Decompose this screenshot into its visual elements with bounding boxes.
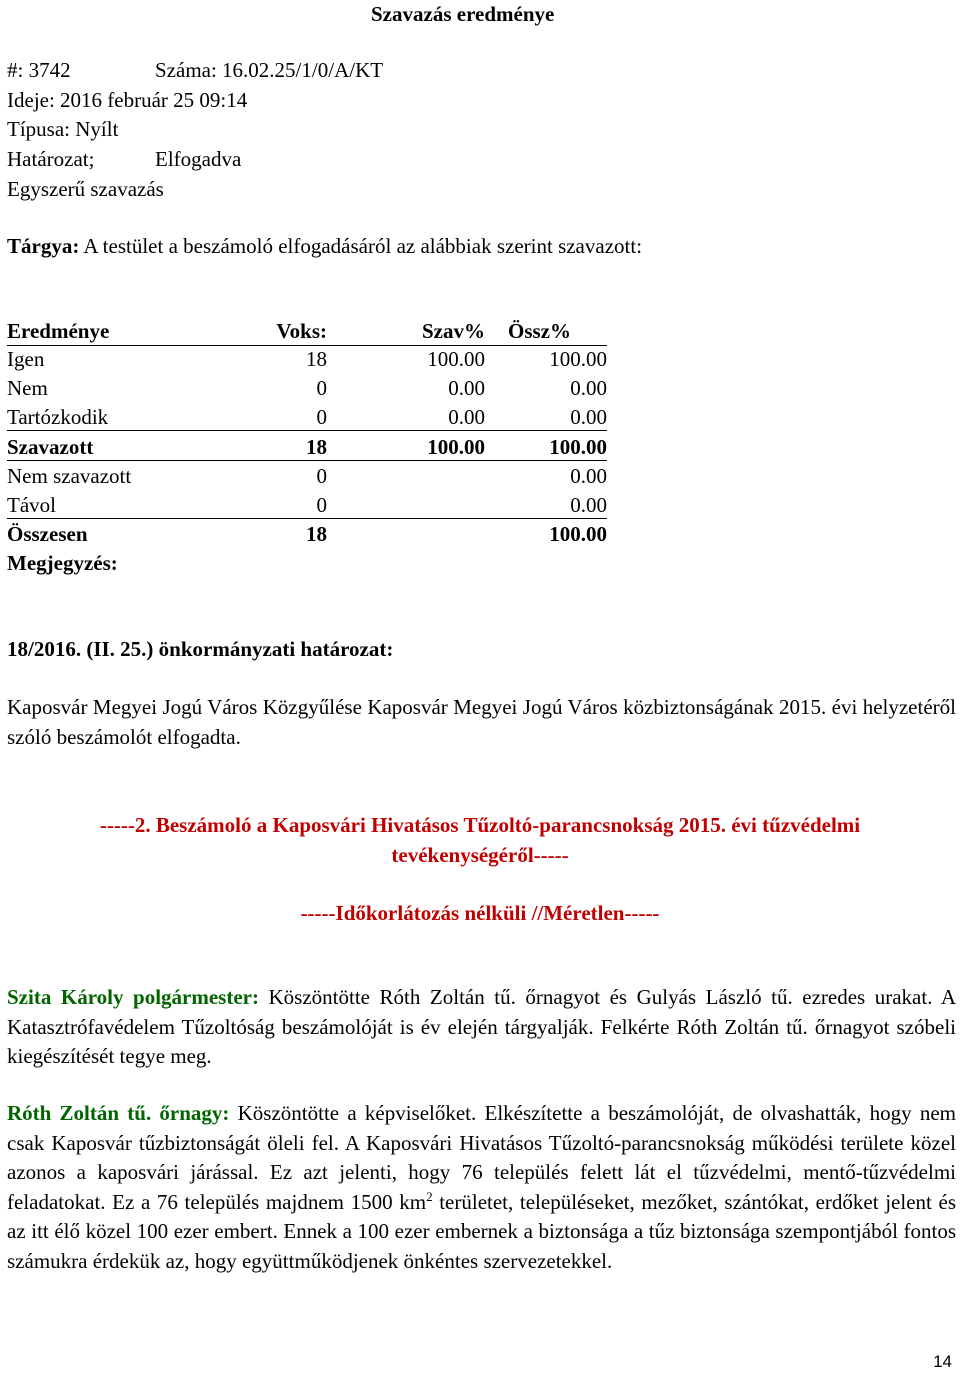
table-row <box>7 404 607 431</box>
speech <box>7 983 956 1072</box>
vote-number: Száma: 16.02.25/1/0/A/KT <box>155 58 384 82</box>
row-label: Összesen <box>7 522 88 546</box>
subject-text: A testület a beszámoló elfogadásáról az alábbiak szerint szavazott: <box>83 234 643 258</box>
decision-label: Határozat; <box>7 147 95 171</box>
table-row <box>7 521 607 549</box>
agenda-time-note: -----Időkorlátozás nélküli //Méretlen----- <box>300 901 660 925</box>
row-voks: 18 <box>306 522 327 546</box>
vote-id: #: 3742 <box>7 58 71 82</box>
row-szav: 0.00 <box>448 376 485 400</box>
row-label: Nem <box>7 376 48 400</box>
vote-date: Ideje: 2016 február 25 09:14 <box>7 88 248 112</box>
row-ossz: 100.00 <box>549 347 607 371</box>
col-header-voks: Voks: <box>276 319 327 343</box>
note-label: Megjegyzés: <box>7 551 118 575</box>
vote-table-header <box>7 318 607 346</box>
col-header-szav: Szav% <box>422 319 485 343</box>
table-row <box>7 375 607 403</box>
row-voks: 0 <box>316 376 327 400</box>
col-header-result: Eredménye <box>7 319 110 343</box>
table-row <box>7 492 607 519</box>
row-label: Nem szavazott <box>7 464 132 488</box>
row-voks: 0 <box>316 493 327 517</box>
speech <box>7 1099 956 1276</box>
row-ossz: 100.00 <box>549 435 607 459</box>
row-label: Tartózkodik <box>7 405 109 429</box>
row-szav: 100.00 <box>427 347 485 371</box>
row-label: Távol <box>7 493 56 517</box>
row-ossz: 0.00 <box>570 493 607 517</box>
row-ossz: 0.00 <box>570 405 607 429</box>
page-number: 14 <box>933 1352 952 1371</box>
row-voks: 0 <box>316 464 327 488</box>
agenda-item-line1: -----2. Beszámoló a Kaposvári Hivatásos Tűzoltó-parancsnokság 2015. évi tűzvédelmi <box>99 813 861 837</box>
table-row <box>7 434 607 461</box>
speech-text: Köszöntötte a képviselőket. Elkészítette a beszámolóját, de olvashatták, hogy nem csak Kaposvár tűzbiztonságát öleli fel. A Kaposvári Hivatásos Tűzoltó-parancsnokság működési területe közel azonos a kaposvári járással. Ez azt jelenti, hogy 76 település felett lát el tűzvédelmi, mentő-tűzvédelmi feladatokat. Ez a 76 település majdnem 1500 km <box>7 1101 956 1214</box>
vote-mode: Egyszerű szavazás <box>7 177 164 201</box>
subject <box>7 233 642 259</box>
row-label: Igen <box>7 347 45 371</box>
row-label: Szavazott <box>7 435 94 459</box>
col-header-ossz: Össz% <box>508 319 571 343</box>
row-szav: 100.00 <box>427 435 485 459</box>
agenda-item-title <box>0 810 960 870</box>
agenda-item-line2: tevékenységéről----- <box>391 843 569 867</box>
speech-text: Köszöntötte Róth Zoltán tű. őrnagyot és Gulyás László tű. ezredes urakat. A Katasztrófavédelem Tűzoltóság beszámolóját is év elején tárgyalják. Felkérte Róth Zoltán tű. őrnagyot szóbeli kiegészítését tegye meg. <box>7 985 957 1068</box>
resolution-title: 18/2016. (II. 25.) önkormányzati határozat: <box>7 637 394 661</box>
decision-value: Elfogadva <box>155 147 242 171</box>
superscript: 2 <box>426 1188 433 1204</box>
vote-type: Típusa: Nyílt <box>7 117 119 141</box>
speaker-name: Szita Károly polgármester: <box>7 985 259 1009</box>
row-ossz: 0.00 <box>570 376 607 400</box>
resolution-text: Kaposvár Megyei Jogú Város Közgyűlése Kaposvár Megyei Jogú Város közbiztonságának 2015. évi helyzetéről szóló beszámolót elfogadta. <box>7 695 956 749</box>
table-row <box>7 463 607 491</box>
subject-label: Tárgya: <box>7 234 80 258</box>
speaker-name: Róth Zoltán tű. őrnagy: <box>7 1101 230 1125</box>
page-title: Szavazás eredménye <box>371 2 555 26</box>
row-ossz: 0.00 <box>570 464 607 488</box>
row-voks: 18 <box>306 435 327 459</box>
row-voks: 18 <box>306 347 327 371</box>
row-ossz: 100.00 <box>549 522 607 546</box>
speech-text-cont: területet, településeket, mezőket, szántókat, erdőket jelent és az itt élő közel 100 ezer embert. Ennek a 100 ezer embernek a biztonsága a tűz biztonsága szempontjából fontos számukra érdekük az, hogy együttműködjenek önkéntes szervezetekkel. <box>7 1189 956 1273</box>
row-voks: 0 <box>316 405 327 429</box>
table-row <box>7 346 607 374</box>
row-szav: 0.00 <box>448 405 485 429</box>
